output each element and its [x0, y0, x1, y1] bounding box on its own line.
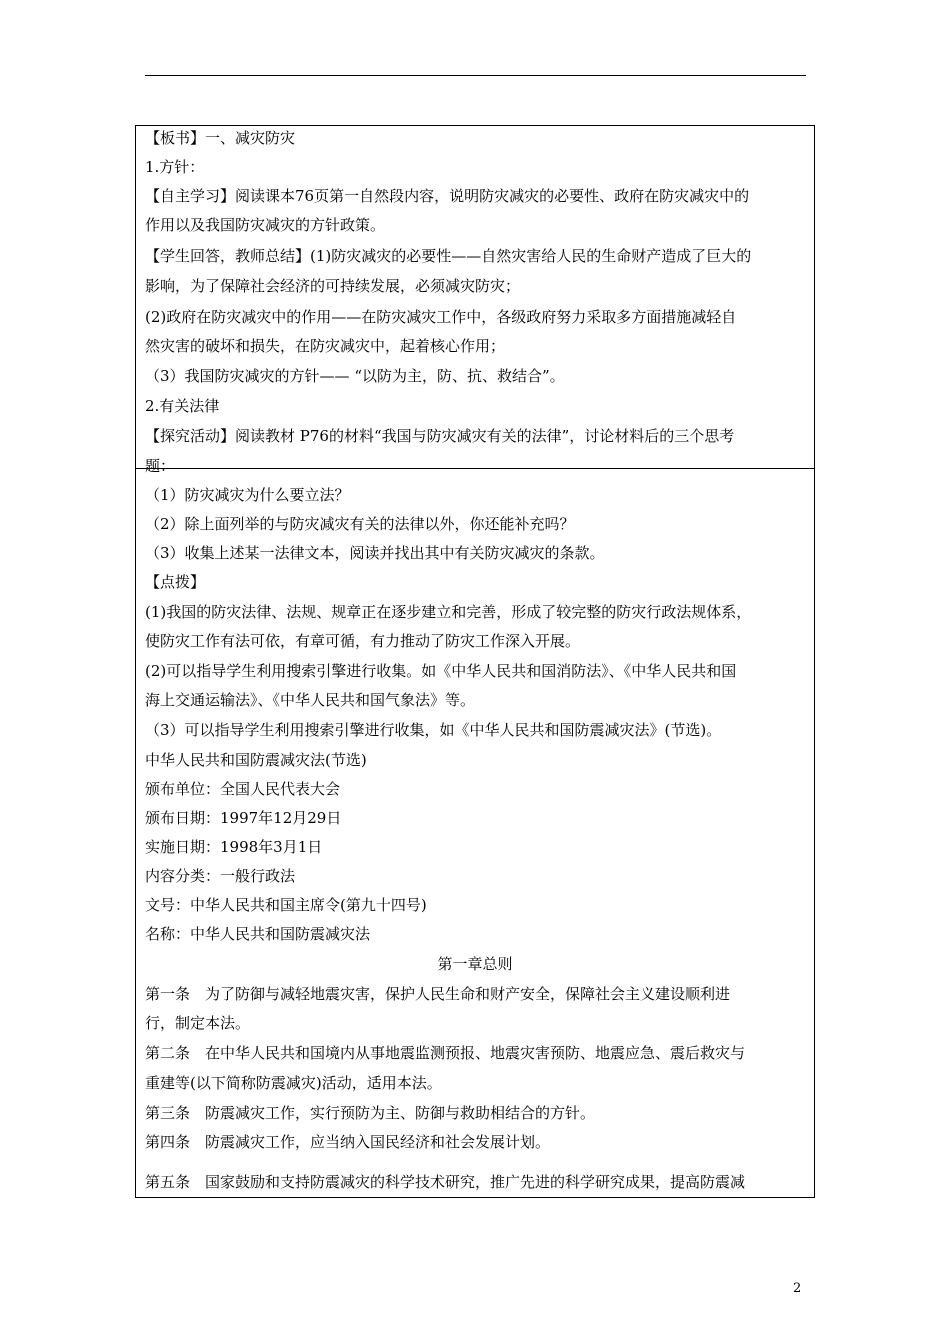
text-line: 【学生回答，教师总结】(1)防灾减灾的必要性——自然灾害给人民的生命财产造成了巨大的 — [145, 247, 752, 265]
text-line: 内容分类：一般行政法 — [145, 867, 296, 885]
text-line: 第四条 防震减灾工作，应当纳入国民经济和社会发展计划。 — [145, 1133, 551, 1151]
text-line: 题： — [145, 457, 176, 475]
text-line: 影响，为了保障社会经济的可持续发展，必须减灾防灾； — [145, 277, 521, 295]
text-line: 【板书】一、减灾防灾 — [145, 129, 296, 147]
text-line: 名称：中华人民共和国防震减灾法 — [145, 925, 371, 943]
text-line: 行，制定本法。 — [145, 1014, 251, 1032]
text-line: 第二条 在中华人民共和国境内从事地震监测预报、地震灾害预防、地震应急、震后救灾与 — [145, 1044, 746, 1062]
text-line: 海上交通运输法》、《中华人民共和国气象法》等。 — [145, 691, 476, 709]
chapter-heading: 第一章总则 — [437, 955, 513, 973]
text-line: 文号：中华人民共和国主席令(第九十四号) — [145, 896, 427, 914]
text-line: 然灾害的破坏和损失，在防灾减灾中，起着核心作用； — [145, 337, 506, 355]
text-line: （3）收集上述某一法律文本，阅读并找出其中有关防灾减灾的条款。 — [145, 544, 605, 562]
text-line: （3）我国防灾减灾的方针—— “以防为主，防、抗、救结合”。 — [145, 367, 565, 385]
text-line: 第三条 防震减灾工作，实行预防为主、防御与救助相结合的方针。 — [145, 1104, 596, 1122]
text-line: 颁布单位：全国人民代表大会 — [145, 780, 341, 798]
text-line: 【自主学习】阅读课本76页第一自然段内容，说明防灾减灾的必要性、政府在防灾减灾中的 — [145, 187, 750, 205]
header-rule — [145, 75, 806, 76]
text-line: 【点拨】 — [145, 573, 206, 591]
text-line: (1)我国的防灾法律、法规、规章正在逐步建立和完善，形成了较完整的防灾行政法规体系， — [145, 603, 752, 621]
text-line: 【探究活动】阅读教材 P76的材料“我国与防灾减灾有关的法律”，讨论材料后的三个思考 — [145, 427, 735, 445]
text-line: 使防灾工作有法可依，有章可循，有力推动了防灾工作深入开展。 — [145, 632, 581, 650]
text-line: （1）防灾减灾为什么要立法？ — [145, 486, 350, 504]
text-line: 重建等(以下简称防震减灾)活动，适用本法。 — [145, 1074, 442, 1092]
text-line: 实施日期：1998年3月1日 — [145, 838, 323, 856]
page-number: 2 — [793, 1281, 802, 1296]
text-line: （2）除上面列举的与防灾减灾有关的法律以外，你还能补充吗？ — [145, 515, 575, 533]
text-line: 第五条 国家鼓励和支持防震减灾的科学技术研究，推广先进的科学研究成果，提高防震减 — [145, 1173, 746, 1191]
text-line: 2.有关法律 — [145, 397, 220, 415]
text-line: 1.方针： — [145, 158, 205, 176]
text-line: (2)政府在防灾减灾中的作用——在防灾减灾工作中，各级政府努力采取多方面措施减轻自 — [145, 308, 737, 326]
table-cell-board-notes — [135, 125, 815, 469]
text-line: （3）可以指导学生利用搜索引擎进行收集，如《中华人民共和国防震减灾法》(节选)。 — [145, 721, 722, 739]
text-line: (2)可以指导学生利用搜索引擎进行收集。如《中华人民共和国消防法》、《中华人民共和国 — [145, 662, 737, 680]
text-line: 颁布日期：1997年12月29日 — [145, 809, 342, 827]
text-line: 作用以及我国防灾减灾的方针政策。 — [145, 216, 386, 234]
text-line: 中华人民共和国防震减灾法(节选) — [145, 751, 367, 769]
text-line: 第一条 为了防御与减轻地震灾害，保护人民生命和财产安全，保障社会主义建设顺利进 — [145, 985, 731, 1003]
